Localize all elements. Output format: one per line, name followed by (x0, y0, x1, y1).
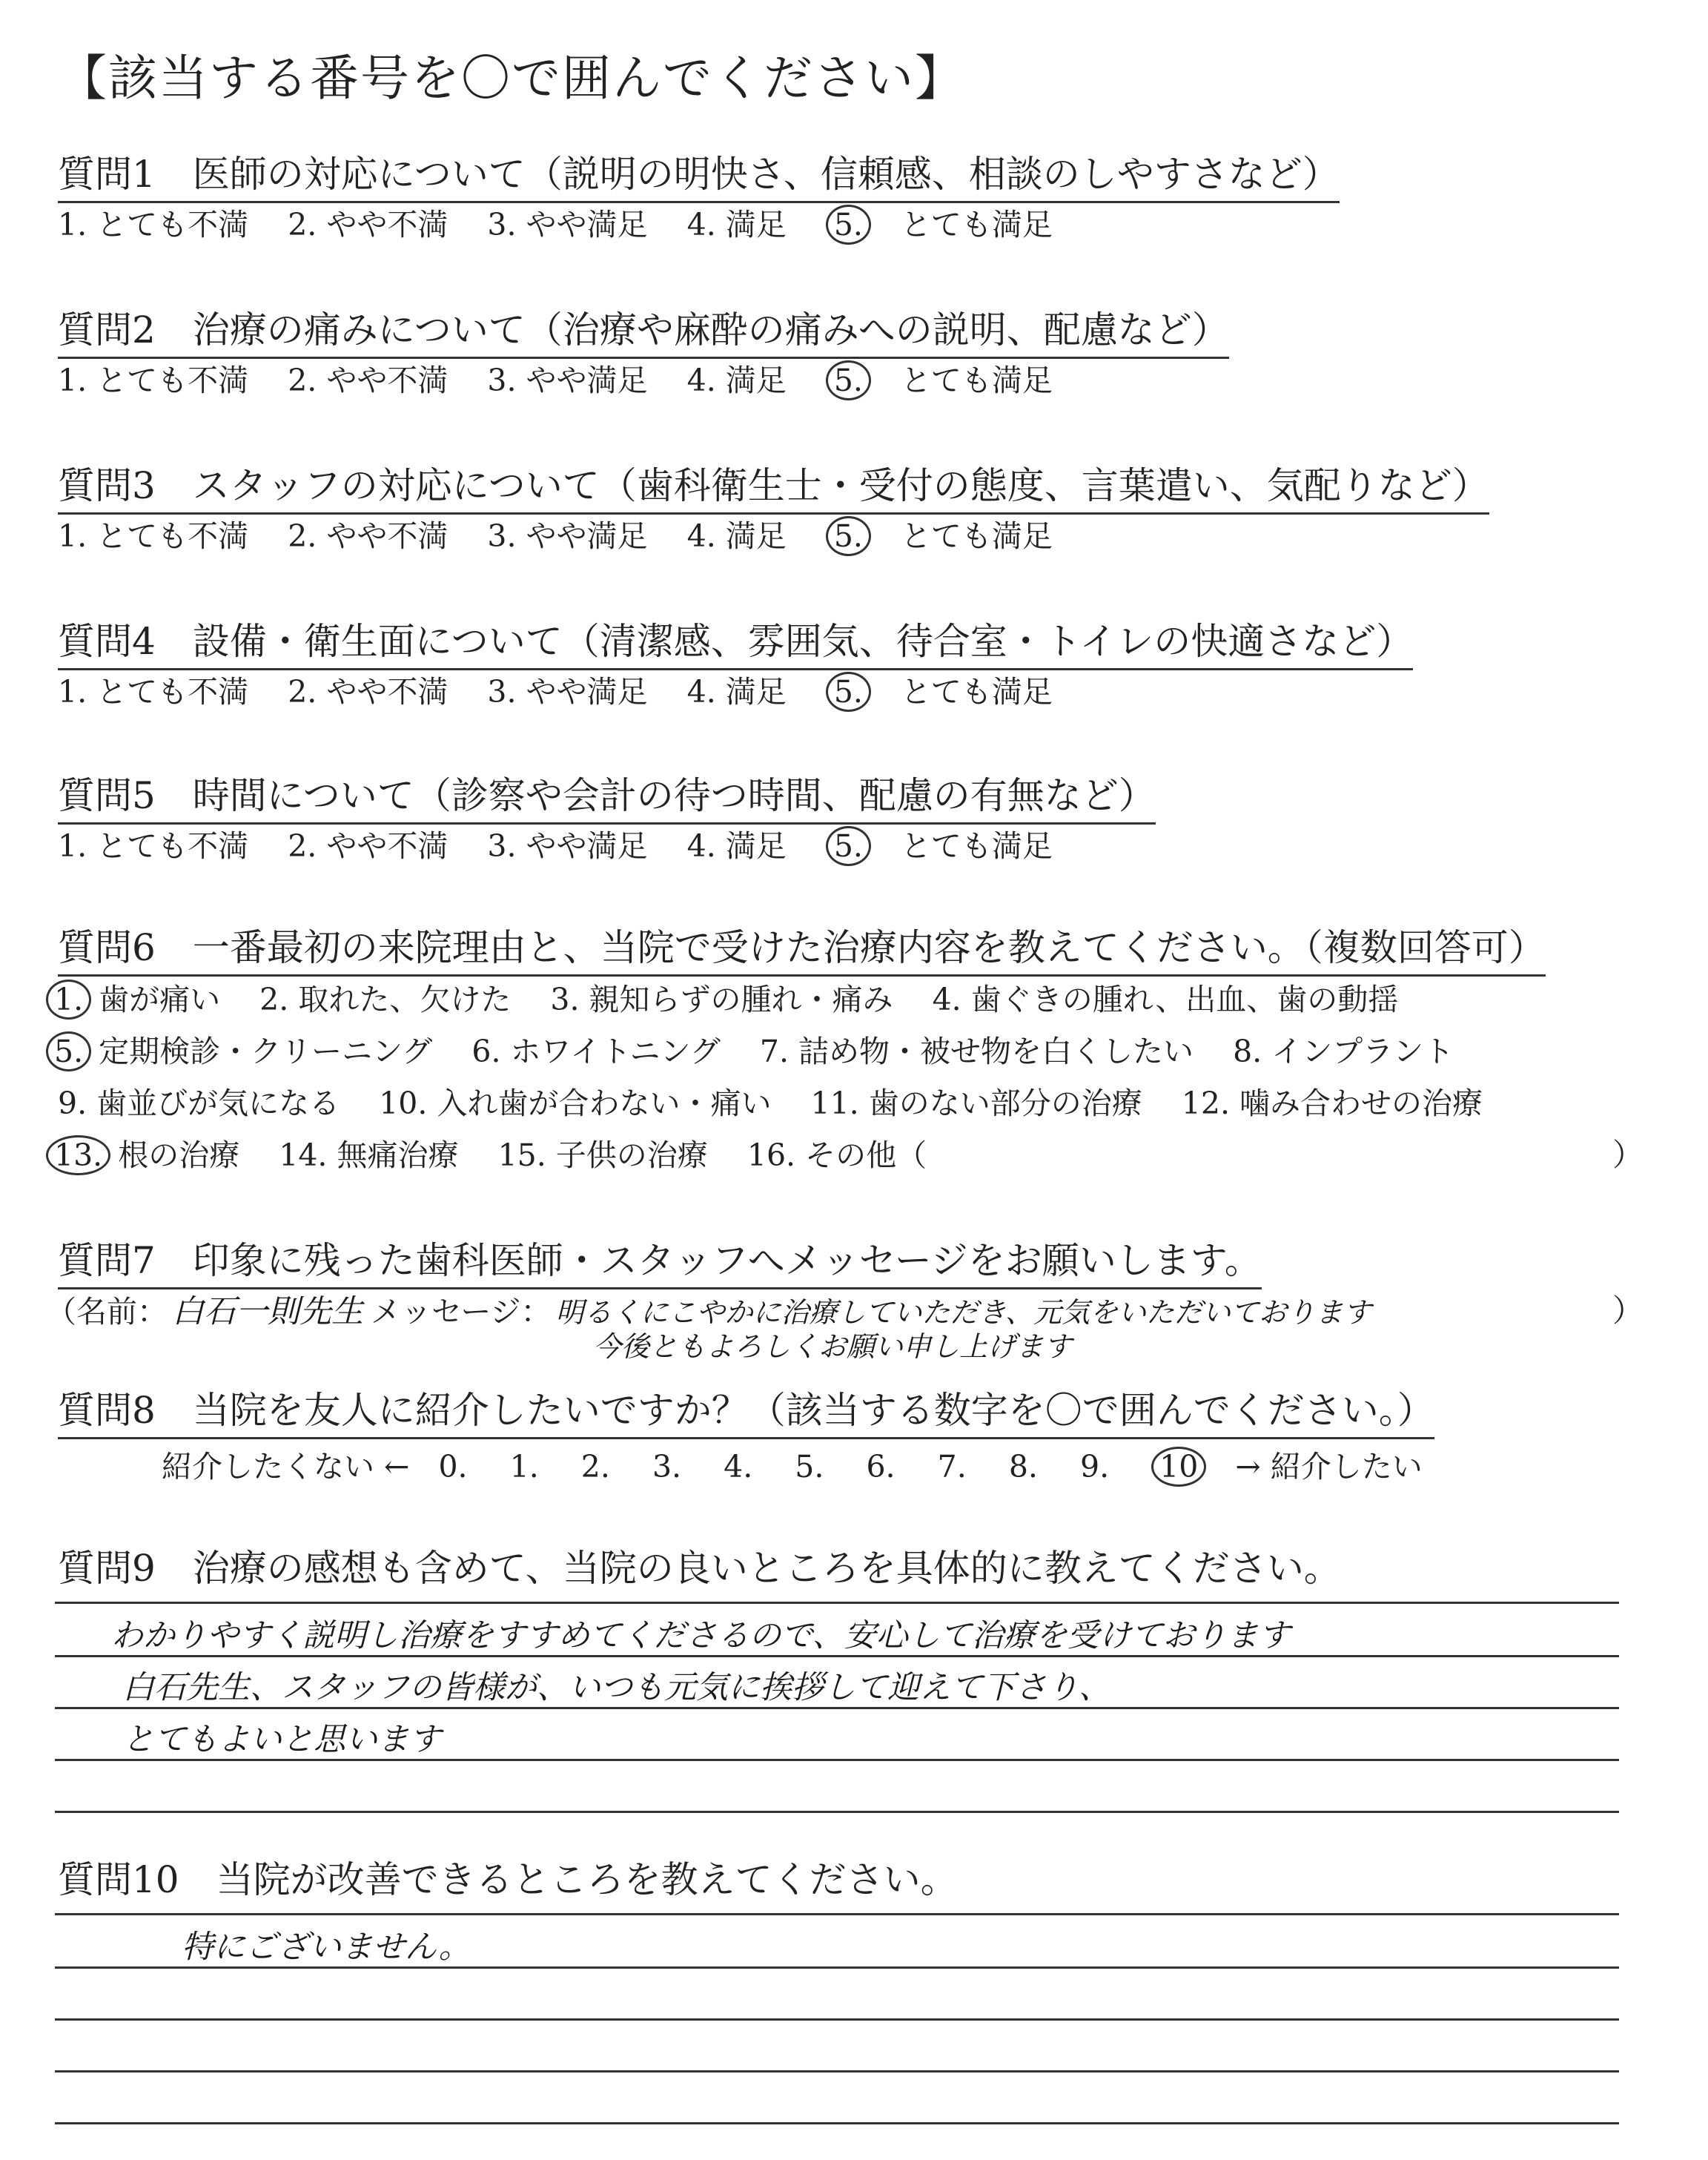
question-8-heading: 質問8 当院を友人に紹介したいですか？（該当する数字を〇で囲んでください。） (58, 1381, 1434, 1439)
option-1: 1. とても不満 (58, 518, 249, 554)
q8-option-3: 3. (652, 1449, 682, 1484)
option-1: 1. とても不満 (58, 828, 249, 864)
q6-option-2: 2. 取れた、欠けた (259, 982, 512, 1017)
q6-option-5-label: 定期検診・クリーニング (99, 1034, 433, 1069)
option-2: 2. やや不満 (288, 828, 448, 864)
q9-answer-line-2: 白石先生、スタッフの皆様が、いつも元気に挨拶して迎えて下さり、 (122, 1669, 1110, 1706)
option-2: 2. やや不満 (288, 674, 448, 710)
q10-rule-5 (55, 2122, 1619, 2124)
option-5-label: とても満足 (900, 674, 1053, 710)
q7-close-paren: ） (1612, 1292, 1644, 1329)
q6-option-14: 14. 無痛治療 (279, 1137, 459, 1173)
option-3: 3. やや満足 (487, 828, 648, 864)
option-3: 3. やや満足 (487, 207, 648, 242)
q8-option-6: 6. (866, 1449, 896, 1484)
q9-rule-2 (55, 1655, 1619, 1657)
q6-option-15: 15. 子供の治療 (497, 1137, 708, 1173)
question-7-heading: 質問7 印象に残った歯科医師・スタッフへメッセージをお願いします。 (58, 1231, 1262, 1289)
option-5-circled: 5. (826, 205, 871, 245)
option-3: 3. やや満足 (487, 674, 648, 710)
option-4: 4. 満足 (686, 674, 787, 710)
q7-name-label: （名前： (46, 1294, 168, 1330)
q6-option-12: 12. 噛み合わせの治療 (1181, 1086, 1483, 1121)
q6-options-row-2 (46, 1027, 1483, 1071)
option-1: 1. とても不満 (58, 674, 249, 710)
option-2: 2. やや不満 (288, 518, 448, 554)
option-5-circled: 5. (826, 826, 871, 866)
option-3: 3. やや満足 (487, 518, 648, 554)
q6-option-11: 11. 歯のない部分の治療 (810, 1086, 1142, 1121)
option-1: 1. とても不満 (58, 207, 249, 242)
q6-other-close-paren: ） (1612, 1137, 1644, 1173)
q8-option-9: 9. (1079, 1449, 1110, 1484)
option-5-label: とても満足 (900, 518, 1053, 554)
q10-rule-4 (55, 2070, 1619, 2073)
q8-option-8: 8. (1008, 1449, 1038, 1484)
q10-rule-3 (55, 2018, 1619, 2021)
q9-rule-1 (55, 1602, 1619, 1604)
q8-left-label: 紹介したくない ← (162, 1449, 410, 1484)
question-3-options (58, 512, 1082, 556)
option-2: 2. やや不満 (288, 207, 448, 242)
question-6-heading: 質問6 一番最初の来院理由と、当院で受けた治療内容を教えてください。（複数回答可） (58, 918, 1546, 977)
q6-option-13-label: 根の治療 (118, 1137, 240, 1173)
q7-message-line-2: 今後ともよろしくお願い申し上げます (593, 1330, 1073, 1363)
option-4: 4. 満足 (686, 518, 787, 554)
q6-option-3: 3. 親知らずの腫れ・痛み (550, 982, 893, 1017)
option-5-circled: 5. (826, 672, 871, 712)
q8-option-7: 7. (937, 1449, 967, 1484)
option-3: 3. やや満足 (487, 363, 648, 398)
q8-scale (162, 1442, 1455, 1487)
option-5-label: とても満足 (900, 207, 1053, 242)
option-2: 2. やや不満 (288, 363, 448, 398)
q10-rule-2 (55, 1966, 1619, 1969)
question-1-options (58, 200, 1082, 245)
page-title: 【該当する番号を〇で囲んでください】 (58, 50, 965, 107)
question-4-heading: 質問4 設備・衛生面について（清潔感、雰囲気、待合室・トイレの快適さなど） (58, 612, 1413, 670)
question-2-options (58, 356, 1082, 400)
q9-rule-4 (55, 1759, 1619, 1761)
q6-option-6: 6. ホワイトニング (471, 1034, 721, 1069)
q6-option-5-circled: 5. (46, 1031, 91, 1071)
q8-option-0: 0. (438, 1449, 468, 1484)
q8-option-1: 1. (509, 1449, 539, 1484)
q6-option-16: 16. その他（ (747, 1137, 927, 1173)
q6-option-1-label: 歯が痛い (99, 982, 221, 1017)
question-5-heading: 質問5 時間について（診察や会計の待つ時間、配慮の有無など） (58, 766, 1156, 825)
q6-option-10: 10. 入れ歯が合わない・痛い (379, 1086, 772, 1121)
q6-option-9: 9. 歯並びが気になる (58, 1086, 340, 1121)
question-9-heading: 質問9 治療の感想も含めて、当院の良いところを具体的に教えてください。 (58, 1547, 1341, 1590)
q6-option-8: 8. インプラント (1233, 1034, 1454, 1069)
option-4: 4. 満足 (686, 828, 787, 864)
q9-rule-5 (55, 1811, 1619, 1813)
q9-answer-line-3: とてもよいと思います (122, 1721, 441, 1758)
q6-options-row-4 (46, 1131, 956, 1175)
q10-answer-line-1: 特にございません。 (182, 1929, 471, 1966)
q9-rule-3 (55, 1707, 1619, 1709)
option-5-circled: 5. (826, 360, 871, 400)
option-1: 1. とても不満 (58, 363, 249, 398)
option-4: 4. 満足 (686, 363, 787, 398)
q6-option-1-circled: 1. (46, 980, 91, 1020)
question-1-heading: 質問1 医師の対応について（説明の明快さ、信頼感、相談のしやすさなど） (58, 145, 1340, 203)
q6-option-13-circled: 13. (46, 1135, 110, 1175)
q10-rule-1 (55, 1913, 1619, 1915)
q7-message-label: メッセージ： (371, 1294, 552, 1330)
question-3-heading: 質問3 スタッフの対応について（歯科衛生士・受付の態度、言葉遣い、気配りなど） (58, 456, 1489, 515)
option-5-label: とても満足 (900, 828, 1053, 864)
q8-right-label: → 紹介したい (1235, 1449, 1423, 1484)
q9-answer-line-1: わかりやすく説明し治療をすすめてくださるので、安心して治療を受けております (111, 1617, 1291, 1654)
question-5-options (58, 822, 1082, 866)
q6-option-7: 7. 詰め物・被せ物を白くしたい (759, 1034, 1194, 1069)
q7-message-line-1: 明るくにこやかに治療していただき、元気をいただいております (555, 1296, 1372, 1329)
option-5-circled: 5. (826, 516, 871, 556)
q8-option-10-circled: 10 (1151, 1447, 1206, 1487)
q8-option-4: 4. (724, 1449, 753, 1484)
q8-option-2: 2. (580, 1449, 610, 1484)
question-4-options (58, 667, 1082, 712)
q6-option-4: 4. 歯ぐきの腫れ、出血、歯の動揺 (932, 982, 1399, 1017)
question-10-heading: 質問10 当院が改善できるところを教えてください。 (58, 1858, 958, 1901)
q7-name-value: 白石一則先生 (172, 1293, 363, 1330)
q8-option-5: 5. (795, 1449, 824, 1484)
question-2-heading: 質問2 治療の痛みについて（治療や麻酔の痛みへの説明、配慮など） (58, 300, 1229, 359)
option-5-label: とても満足 (900, 363, 1053, 398)
q6-options-row-3 (58, 1079, 1512, 1123)
q6-options-row-1 (46, 975, 1428, 1020)
option-4: 4. 満足 (686, 207, 787, 242)
